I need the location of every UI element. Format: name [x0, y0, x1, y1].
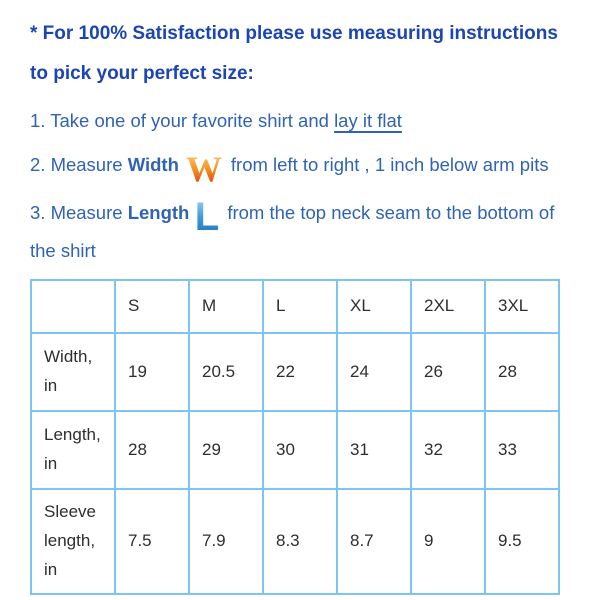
measuring-step-3: [30, 192, 566, 266]
size-table: [30, 279, 560, 595]
step-2-text-suffix: from left to right , 1 inch below arm pits: [230, 153, 549, 175]
heading-line-1: * For 100% Satisfaction please use measuring instructions: [30, 23, 558, 44]
size-table-cell: 28: [485, 333, 559, 411]
size-table-cell: 8.3: [263, 489, 337, 594]
size-table-cell: 20.5: [189, 333, 263, 411]
size-table-cell: 26: [411, 333, 485, 411]
size-table-cell: 32: [411, 411, 485, 489]
size-table-cell: 24: [337, 333, 411, 411]
size-table-cell: 9.5: [485, 489, 559, 594]
size-table-cell: 8.7: [337, 489, 411, 594]
size-table-cell: 7.5: [115, 489, 189, 594]
size-table-col-header: S: [115, 280, 189, 333]
size-table-cell: 28: [115, 411, 189, 489]
length-keyword: Length: [127, 201, 190, 223]
size-table-row-label: Width, in: [31, 333, 115, 411]
step-1-text: 1. Take one of your favorite shirt and: [30, 110, 335, 131]
size-table-cell: 31: [337, 411, 411, 489]
step-3-text-suffix: from the top neck seam to the bottom of the shirt: [30, 201, 555, 261]
size-table-cell: 33: [485, 411, 559, 489]
length-letter-icon: [194, 194, 220, 238]
size-table-cell: 30: [263, 411, 337, 489]
size-table-col-header: 3XL: [485, 280, 559, 333]
measuring-step-1: [30, 106, 570, 136]
table-row: [31, 333, 559, 411]
measuring-step-2: [30, 145, 570, 187]
size-table-corner-cell: [31, 280, 115, 333]
lay-it-flat-link[interactable]: lay it flat: [334, 110, 402, 131]
size-table-col-header: 2XL: [411, 280, 485, 333]
size-table-row-label: Length, in: [31, 411, 115, 489]
width-keyword: Width: [127, 153, 179, 175]
size-table-col-header: XL: [337, 280, 411, 333]
width-letter-icon: [184, 147, 224, 189]
svg-text:L: L: [195, 195, 220, 238]
size-table-cell: 29: [189, 411, 263, 489]
size-table-cell: 9: [411, 489, 485, 594]
table-row: [31, 489, 559, 594]
table-row: [31, 411, 559, 489]
size-table-col-header: M: [189, 280, 263, 333]
svg-text:W: W: [185, 149, 222, 189]
size-table-cell: 19: [115, 333, 189, 411]
size-table-cell: 7.9: [189, 489, 263, 594]
step-3-text-prefix: 3. Measure: [30, 201, 128, 223]
size-table-row-label: Sleeve length, in: [31, 489, 115, 594]
satisfaction-heading: [30, 14, 570, 94]
size-table-header-row: [31, 280, 559, 333]
size-table-cell: 22: [263, 333, 337, 411]
step-2-text-prefix: 2. Measure: [30, 153, 128, 175]
size-table-col-header: L: [263, 280, 337, 333]
heading-line-2: to pick your perfect size:: [30, 63, 254, 84]
